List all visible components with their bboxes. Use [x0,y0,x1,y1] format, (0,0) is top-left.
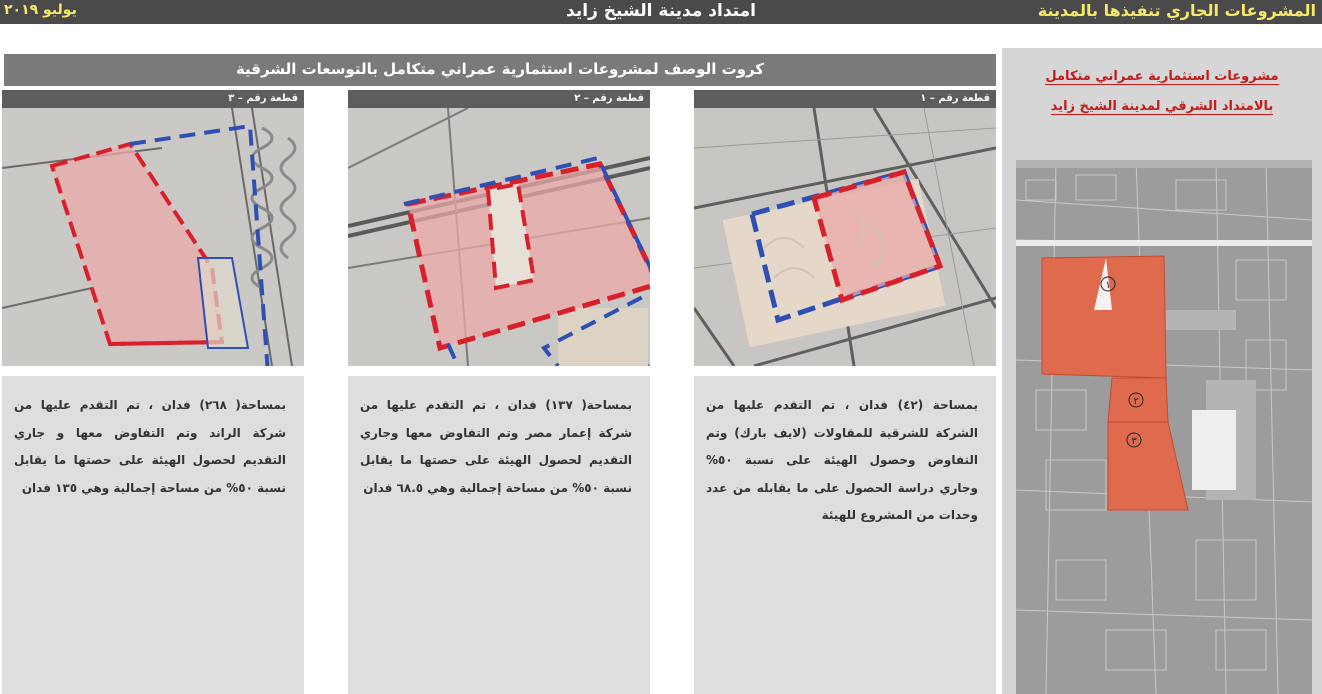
card-description-text: بمساحة (٤٢) فدان ، تم التقدم عليها من الشركة للشرقية للمقاولات (لايف بارك) وتم التفاوض وحصول الهيئة على نسبة ٥٠% وجاري دراسة الحصول على ما يقابله من عدد وحدات من المشروع للهيئة [706,398,979,522]
card-plot-1 [694,90,996,366]
map-label-1: ١ [1105,280,1111,291]
card-plot-2 [348,90,650,366]
card-plot-3 [2,90,304,366]
plot-1-aerial-image [694,108,996,366]
card-title: قطعة رقم – ٣ [2,90,304,108]
overview-title-line2: بالامتداد الشرقي لمدينة الشيخ زايد [1050,99,1274,114]
card-plot-3-description [2,376,304,694]
overview-title-line1: مشروعات استثمارية عمراني متكامل [1045,69,1279,84]
card-description-text: بمساحة( ١٣٧) فدان ، تم التقدم عليها من شركة إعمار مصر وتم التفاوض معها وجاري التقديم لحصول الهيئة على حصتها ما يقابل نسبة ٥٠% من مساحة إجمالية وهي ٦٨.٥ فدان [360,398,633,495]
top-header-bar [0,0,1322,24]
plot-3-aerial-image [2,108,304,366]
card-title: قطعة رقم – ٢ [348,90,650,108]
card-description-text: بمساحة( ٢٦٨) فدان ، تم التقدم عليها من شركة الراند وتم التفاوض معها و جاري التقديم لحصول الهيئة على حصتها ما يقابل نسبة ٥٠% من مساحة إجمالية وهي ١٣٥ فدان [14,398,287,495]
page-title: امتداد مدينة الشيخ زايد [566,1,756,21]
card-plot-2-description [348,376,650,694]
map-label-3: ٣ [1131,436,1137,447]
overview-title [1002,62,1322,122]
card-title: قطعة رقم – ١ [694,90,996,108]
plot-2-aerial-image [348,108,650,366]
date-label: يوليو ٢٠١٩ [4,2,77,18]
cards-heading: كروت الوصف لمشروعات استثمارية عمراني متكامل بالتوسعات الشرقية [4,54,996,86]
map-label-2: ٢ [1133,396,1139,407]
overview-map [1016,160,1312,694]
overview-panel [1002,48,1322,694]
card-plot-1-description [694,376,996,694]
section-title: المشروعات الجاري تنفيذها بالمدينة [1037,1,1316,20]
